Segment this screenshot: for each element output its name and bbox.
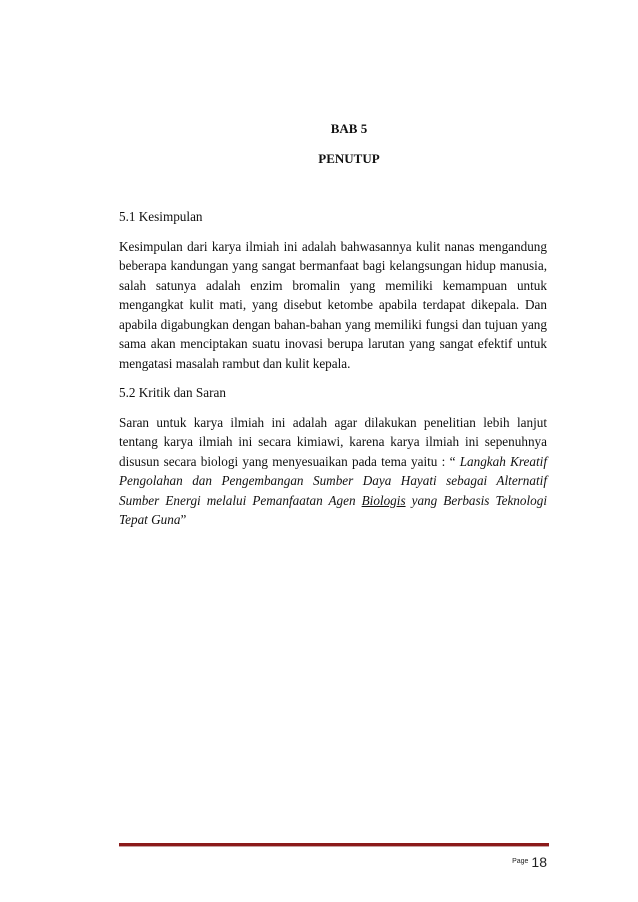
saran-theme-part-1: Langkah Kreatif Pengolahan dan Pengembangan Sumber Daya Hayati sebagai Alternatif Sumber Energi melalui Pemanfaatan Agen <box>119 453 547 508</box>
saran-theme-part-2: yang Berbasis Teknologi Tepat Guna <box>119 492 548 527</box>
section-title-kritik-saran: 5.2 Kritik dan Saran <box>119 385 226 400</box>
paragraph-kritik-saran <box>119 413 547 530</box>
chapter-heading: BAB 5 <box>330 121 368 136</box>
footer-rule <box>119 843 549 847</box>
page-number: 18 <box>531 853 547 870</box>
paragraph-kesimpulan: Kesimpulan dari karya ilmiah ini adalah bahwasannya kulit nanas mengandung beberapa kandungan yang sangat bermanfaat bagi kelangsungan hidup manusia, salah satunya adalah enzim bromalin yang memiliki kemampuan untuk mengangkat kulit mati, yang disebut ketombe apabila terdapat dikepala. Dan apabila digabungkan dengan bahan-bahan yang memiliki fungsi dan tujuan yang sama akan menciptakan suatu inovasi berupa larutan yang sangat efektif untuk mengatasi masalah rambut dan kulit kepala. <box>119 238 547 371</box>
saran-theme-underlined: Biologis <box>361 492 406 508</box>
saran-text: Saran untuk karya ilmiah ini adalah agar dilakukan penelitian lebih lanjut tentang karya ilmiah ini secara kimiawi, karena karya ilmiah ini sepenuhnya disusun secara biologi yang menyesuaikan pada tema yaitu : “ <box>119 414 547 469</box>
document-body <box>119 207 547 540</box>
page-label: Page <box>512 858 529 866</box>
chapter-title: PENUTUP <box>318 151 380 166</box>
saran-closing-quote: ” <box>180 512 187 527</box>
page-footer <box>512 853 547 871</box>
section-title-kesimpulan: 5.1 Kesimpulan <box>119 209 203 224</box>
